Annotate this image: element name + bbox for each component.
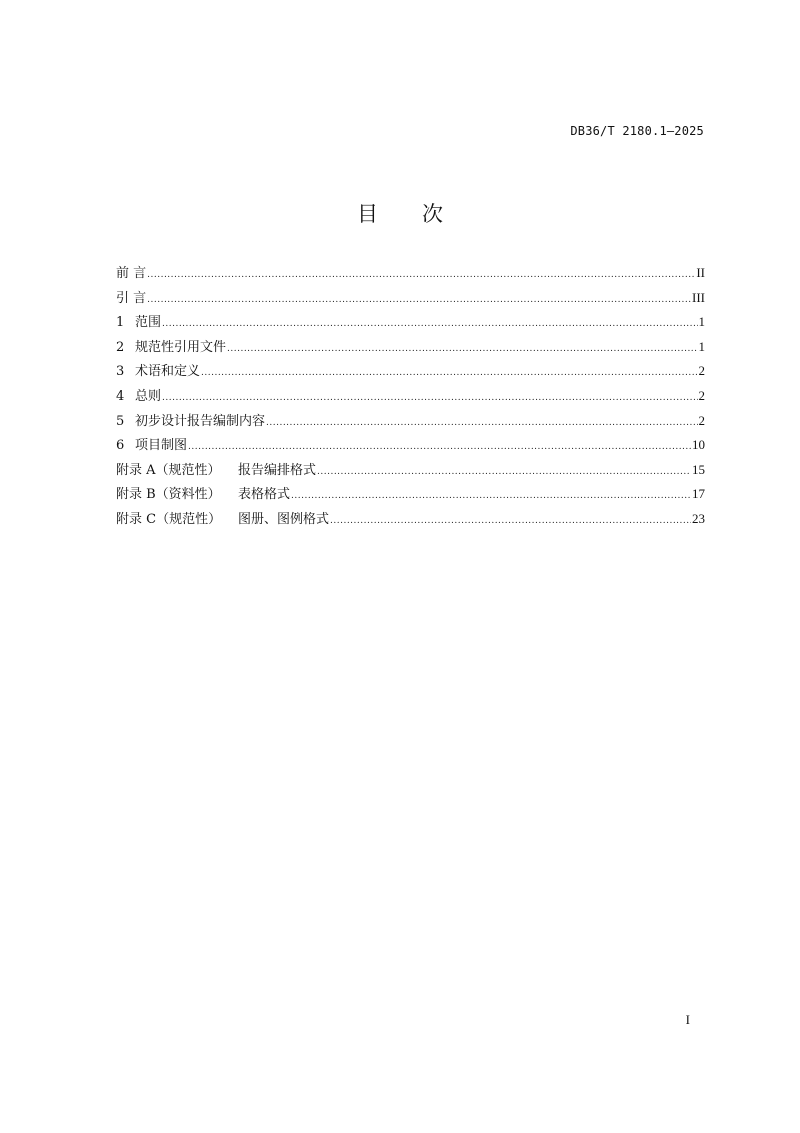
appendix-tag: 附录 B（资料性） [116, 487, 221, 503]
toc-entry-number: 4 [116, 388, 125, 404]
toc-entry-text: 总则 [135, 388, 162, 404]
toc-entry-appendix-a[interactable] [116, 459, 705, 484]
toc-entry-introduction[interactable] [116, 287, 705, 312]
toc-leader [147, 295, 691, 305]
toc-entry-appendix-b[interactable] [116, 483, 705, 508]
toc-entry-report-content[interactable] [116, 410, 705, 435]
toc-entry-text: 初步设计报告编制内容 [135, 413, 266, 429]
toc-entry-number: 2 [116, 339, 125, 355]
toc-entry-scope[interactable] [116, 311, 705, 336]
toc-entry-drawings[interactable] [116, 434, 705, 459]
toc-entry-page: 2 [698, 387, 705, 403]
toc-entry-page: 17 [692, 486, 705, 502]
toc-entry-page: 2 [698, 412, 705, 428]
toc-leader [162, 393, 697, 403]
page-number: I [685, 1012, 690, 1027]
toc-entry-label [116, 483, 290, 502]
toc-entry-label [116, 336, 226, 355]
toc-leader [147, 270, 695, 280]
toc-entry-page: 10 [692, 437, 705, 453]
toc-entry-foreword[interactable] [116, 262, 705, 287]
toc-entry-label [116, 410, 265, 429]
toc-leader [317, 467, 691, 477]
toc-entry-label [116, 508, 329, 527]
toc-leader [330, 516, 691, 526]
toc-entry-terms[interactable] [116, 360, 705, 385]
appendix-tag: 附录 C（规范性） [116, 511, 222, 527]
toc-entry-general[interactable] [116, 385, 705, 410]
toc-leader [266, 418, 697, 428]
toc-entry-label [116, 434, 187, 453]
toc-entry-label: 前 言 [116, 266, 147, 281]
toc-entry-label [116, 311, 161, 330]
toc-entry-page: 1 [698, 338, 705, 354]
document-code: DB36/T 2180.1—2025 [570, 124, 704, 138]
toc-entry-number: 5 [116, 413, 125, 429]
toc-entry-page: 23 [692, 510, 705, 526]
toc-leader [201, 368, 697, 378]
toc-leader [162, 319, 697, 329]
toc-entry-number: 1 [116, 315, 125, 331]
toc-entry-text: 图册、图例格式 [238, 511, 330, 527]
toc-entry-number: 3 [116, 364, 125, 380]
toc-entry-text: 范围 [135, 315, 162, 331]
toc-title [0, 198, 800, 228]
toc-leader [188, 442, 691, 452]
toc-leader [227, 344, 697, 354]
toc-entry-page: 1 [698, 314, 705, 330]
toc-title-char-2: 次 [422, 202, 443, 226]
toc-entry-label: 引 言 [116, 290, 147, 306]
toc-entry-page: II [696, 265, 705, 280]
toc-entry-text: 规范性引用文件 [135, 339, 227, 355]
toc-entry-page: III [692, 289, 705, 305]
toc-entry-text: 术语和定义 [135, 364, 201, 380]
toc-list [116, 262, 705, 533]
toc-leader [291, 491, 691, 501]
toc-entry-text: 项目制图 [135, 438, 188, 454]
toc-entry-label [116, 385, 161, 404]
appendix-tag: 附录 A（规范性） [116, 462, 221, 478]
toc-entry-label [116, 459, 316, 478]
toc-title-char-1: 目 [357, 202, 378, 226]
toc-entry-label [116, 360, 200, 379]
toc-entry-appendix-c[interactable] [116, 508, 705, 533]
toc-entry-page: 2 [698, 363, 705, 379]
toc-entry-number: 6 [116, 438, 125, 454]
toc-entry-text: 报告编排格式 [238, 462, 317, 478]
toc-entry-normative-references[interactable] [116, 336, 705, 361]
toc-entry-page: 15 [692, 461, 705, 477]
toc-entry-text: 表格格式 [238, 487, 291, 503]
